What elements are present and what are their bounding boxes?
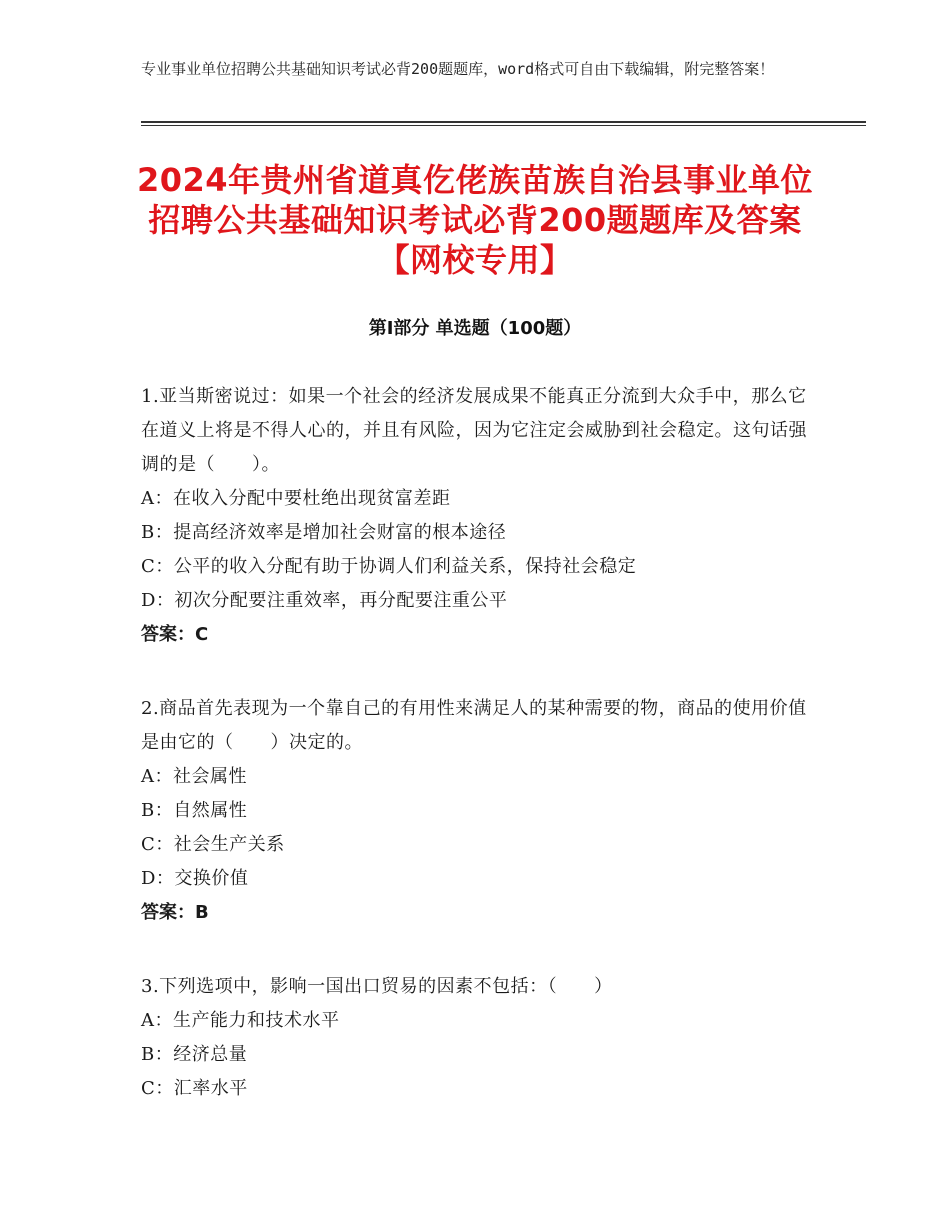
answer: 答案：C [141, 624, 209, 645]
option-b: B：经济总量 [141, 1044, 248, 1065]
option-d: D：初次分配要注重效率，再分配要注重公平 [141, 590, 508, 611]
question-1 [141, 380, 809, 652]
option-c: C：公平的收入分配有助于协调人们利益关系，保持社会稳定 [141, 556, 637, 577]
header-divider-thin [141, 125, 866, 126]
option-d: D：交换价值 [141, 868, 249, 889]
option-c: C：汇率水平 [141, 1078, 248, 1099]
option-a: A：在收入分配中要杜绝出现贫富差距 [141, 488, 451, 509]
option-b: B：自然属性 [141, 800, 248, 821]
option-a: A：社会属性 [141, 766, 247, 787]
answer: 答案：B [141, 902, 209, 923]
question-stem: 2.商品首先表现为一个靠自己的有用性来满足人的某种需要的物，商品的使用价值是由它的（ ）决定的。 [141, 698, 807, 753]
option-a: A：生产能力和技术水平 [141, 1010, 340, 1031]
question-list [141, 380, 809, 1146]
header-divider-thick [141, 121, 866, 123]
question-stem: 1.亚当斯密说过：如果一个社会的经济发展成果不能真正分流到大众手中，那么它在道义上将是不得人心的，并且有风险，因为它注定会威胁到社会稳定。这句话强调的是（ ）。 [141, 386, 807, 475]
option-b: B：提高经济效率是增加社会财富的根本途径 [141, 522, 507, 543]
document-title: 2024年贵州省道真仡佬族苗族自治县事业单位招聘公共基础知识考试必背200题题库及答案【网校专用】 [136, 161, 814, 279]
question-stem: 3.下列选项中，影响一国出口贸易的因素不包括：（ ） [141, 976, 613, 997]
question-3 [141, 970, 809, 1106]
section-title: 第Ⅰ部分 单选题（100题） [368, 318, 582, 339]
question-2 [141, 692, 809, 930]
header-note: 专业事业单位招聘公共基础知识考试必背200题题库，word格式可自由下载编辑，附完整答案！ [141, 60, 775, 78]
option-c: C：社会生产关系 [141, 834, 285, 855]
